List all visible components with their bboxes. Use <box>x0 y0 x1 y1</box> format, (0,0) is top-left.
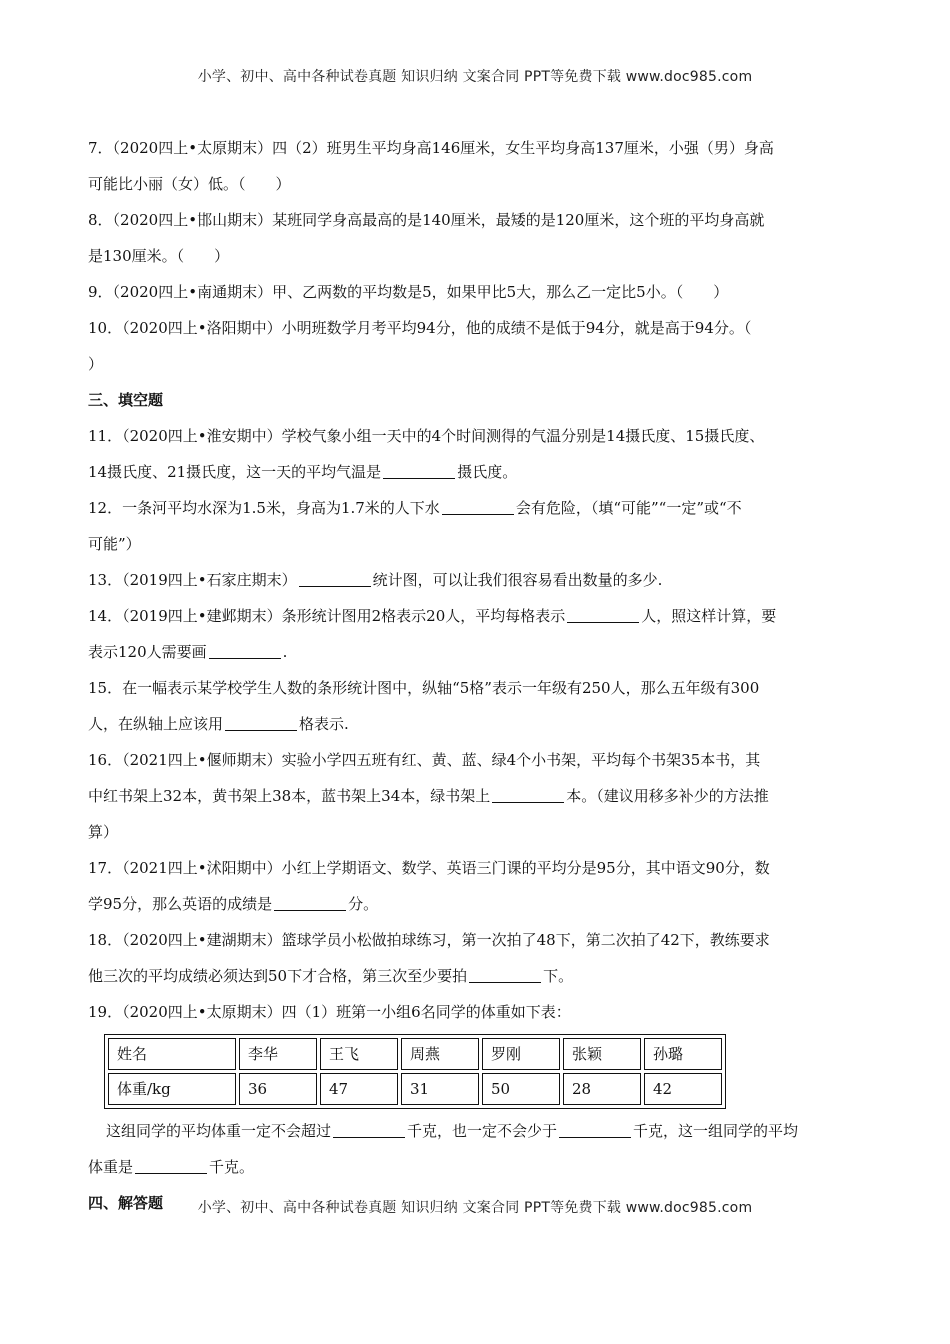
table-cell: 28 <box>563 1073 641 1105</box>
q13-text-end: 统计图，可以让我们很容易看出数量的多少. <box>372 571 663 589</box>
q14-text: 14．（2019四上•建邺期末）条形统计图用2格表示20人，平均每格表示 <box>88 607 566 625</box>
q10-line1: 10．（2020四上•洛阳期中）小明班数学月考平均94分，他的成绩不是低于94分，就是高于94分。（ <box>88 319 752 337</box>
table-cell: 王飞 <box>320 1038 398 1070</box>
table-cell: 体重/kg <box>108 1073 236 1105</box>
answer-blank[interactable] <box>274 892 346 911</box>
q7-line1: 7．（2020四上•太原期末）四（2）班男生平均身高146厘米，女生平均身高137厘米，小强（男）身高 <box>88 139 774 157</box>
q18-text-end: 下。 <box>543 967 574 985</box>
q15-line1: 15．在一幅表示某学校学生人数的条形统计图中，纵轴“5格”表示一年级有250人，那么五年级有300 <box>88 679 760 697</box>
q19-line2 <box>88 1113 868 1149</box>
answer-blank[interactable] <box>492 784 564 803</box>
q17-line1: 17．（2021四上•沭阳期中）小红上学期语文、数学、英语三门课的平均分是95分，其中语文90分，数 <box>88 859 770 877</box>
q12-line1 <box>88 490 868 526</box>
q17-text: 学95分，那么英语的成绩是 <box>88 895 273 913</box>
page-header: 小学、初中、高中各种试卷真题 知识归纳 文案合同 PPT等免费下载 www.doc985.com <box>197 69 753 85</box>
q16-line2 <box>88 778 868 814</box>
q12-line2: 可能”） <box>88 535 141 553</box>
table-cell: 47 <box>320 1073 398 1105</box>
q19-text-mid2: 千克，这一组同学的平均 <box>633 1122 799 1140</box>
q14-text-end: . <box>282 643 288 661</box>
q15-text-end: 格表示. <box>299 715 349 733</box>
section-answer-title: 四、解答题 <box>88 1194 164 1212</box>
section-fill-title: 三、填空题 <box>88 391 164 409</box>
q11-line2 <box>88 454 868 490</box>
q12-text: 12．一条河平均水深为1.5米，身高为1.7米的人下水 <box>88 499 440 517</box>
q16-line1: 16．（2021四上•偃师期末）实验小学四五班有红、黄、蓝、绿4个小书架，平均每个书架35本书，其 <box>88 751 761 769</box>
q16-line3: 算） <box>88 823 119 841</box>
q12-text-end: 会有危险，（填“可能”“一定”或“不 <box>515 499 742 517</box>
table-cell: 42 <box>644 1073 722 1105</box>
table-cell: 孙璐 <box>644 1038 722 1070</box>
q17-line2 <box>88 886 868 922</box>
q14-line1 <box>88 598 868 634</box>
q9-line1: 9．（2020四上•南通期末）甲、乙两数的平均数是5，如果甲比5大，那么乙一定比5小。（ ） <box>88 283 729 301</box>
q11-line1: 11．（2020四上•淮安期中）学校气象小组一天中的4个时间测得的气温分别是14摄氏度、15摄氏度、 <box>88 427 765 445</box>
q7-line2: 可能比小丽（女）低。（ ） <box>88 175 291 193</box>
answer-blank[interactable] <box>209 640 281 659</box>
table-cell: 张颖 <box>563 1038 641 1070</box>
q19-text: 这组同学的平均体重一定不会超过 <box>106 1122 332 1140</box>
table-row <box>108 1073 722 1105</box>
table-cell: 周燕 <box>401 1038 479 1070</box>
answer-blank[interactable] <box>469 964 541 983</box>
q11-text: 14摄氏度、21摄氏度，这一天的平均气温是 <box>88 463 382 481</box>
q13-line1 <box>88 562 868 598</box>
q19-line3 <box>88 1149 868 1185</box>
table-cell: 31 <box>401 1073 479 1105</box>
q15-line2 <box>88 706 868 742</box>
q14-line2 <box>88 634 868 670</box>
q15-text: 人，在纵轴上应该用 <box>88 715 224 733</box>
answer-blank[interactable] <box>299 568 371 587</box>
answer-blank[interactable] <box>383 460 455 479</box>
table-cell: 36 <box>239 1073 317 1105</box>
answer-blank[interactable] <box>567 604 639 623</box>
q17-text-end: 分。 <box>348 895 379 913</box>
q10-line2: ） <box>88 355 104 373</box>
answer-blank[interactable] <box>225 712 297 731</box>
q19-text-mid: 千克，也一定不会少于 <box>407 1122 558 1140</box>
q16-text-end: 本。（建议用移多补少的方法推 <box>566 787 769 805</box>
q13-text: 13．（2019四上•石家庄期末） <box>88 571 297 589</box>
q14-text-2: 表示120人需要画 <box>88 643 207 661</box>
answer-blank[interactable] <box>135 1155 207 1174</box>
q16-text: 中红书架上32本，黄书架上38本，蓝书架上34本，绿书架上 <box>88 787 491 805</box>
answer-blank[interactable] <box>559 1119 631 1138</box>
q18-text: 他三次的平均成绩必须达到50下才合格，第三次至少要拍 <box>88 967 468 985</box>
q8-line1: 8．（2020四上•邯山期末）某班同学身高最高的是140厘米，最矮的是120厘米，这个班的平均身高就 <box>88 211 765 229</box>
answer-blank[interactable] <box>442 496 514 515</box>
table-cell: 姓名 <box>108 1038 236 1070</box>
answer-blank[interactable] <box>333 1119 405 1138</box>
table-row <box>108 1038 722 1070</box>
page-footer: 小学、初中、高中各种试卷真题 知识归纳 文案合同 PPT等免费下载 www.doc985.com <box>197 1200 753 1216</box>
q18-line2 <box>88 958 868 994</box>
q8-line2: 是130厘米。（ ） <box>88 247 230 265</box>
question-content <box>88 130 868 1221</box>
q19-text-2: 体重是 <box>88 1158 134 1176</box>
weight-table <box>104 1034 726 1109</box>
q14-text-mid: 人，照这样计算，要 <box>641 607 777 625</box>
table-cell: 李华 <box>239 1038 317 1070</box>
q19-line1: 19．（2020四上•太原期末）四（1）班第一小组6名同学的体重如下表： <box>88 1003 571 1021</box>
q19-text-end: 千克。 <box>209 1158 255 1176</box>
table-cell: 罗刚 <box>482 1038 560 1070</box>
q11-text-end: 摄氏度。 <box>457 463 518 481</box>
table-cell: 50 <box>482 1073 560 1105</box>
q18-line1: 18．（2020四上•建湖期末）篮球学员小松做拍球练习，第一次拍了48下，第二次拍了42下，教练要求 <box>88 931 770 949</box>
